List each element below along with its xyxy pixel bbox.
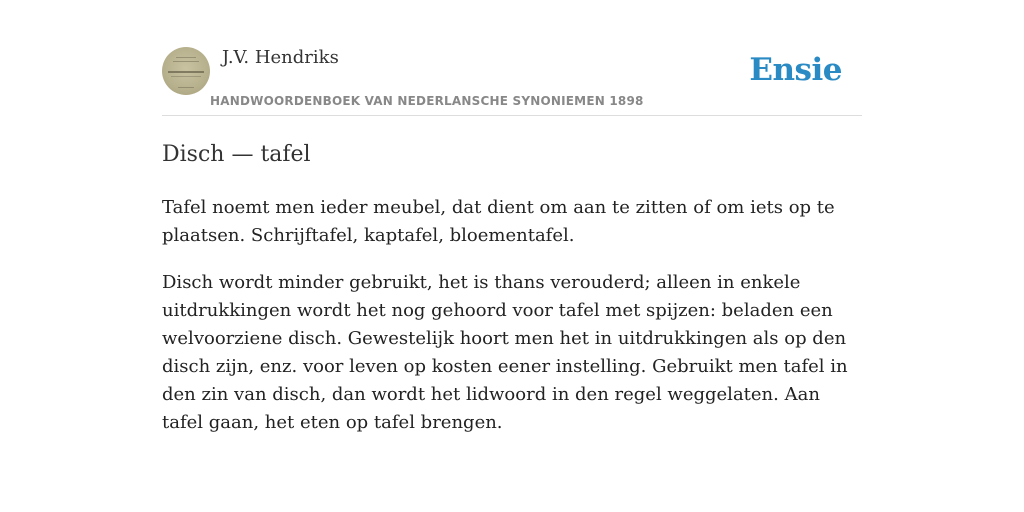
source-title[interactable]: HANDWOORDENBOEK VAN NEDERLANSCHE SYNONIEMEN 1898	[210, 94, 644, 108]
definition-paragraph: Disch wordt minder gebruikt, het is thans verouderd; alleen in enkele uitdrukkingen wordt het nog gehoord voor tafel met spijzen: beladen een welvoorziene disch. Gewestelijk hoort men het in uitdrukkingen als op den disch zijn, enz. voor leven op kosten eener instelling. Gebruikt men tafel in den zin van disch, dan wordt het lidwoord in den regel weggelaten. Aan tafel gaan, het eten op tafel brengen.	[162, 272, 848, 433]
entry-header	[162, 46, 862, 116]
definition-paragraph: Tafel noemt men ieder meubel, dat dient om aan te zitten of om iets op te plaatsen. Schrijftafel, kaptafel, bloementafel.	[162, 197, 835, 246]
entry-card	[162, 46, 862, 437]
book-cover-icon[interactable]	[162, 47, 210, 95]
page-title: Disch — tafel	[162, 142, 311, 167]
author-name[interactable]: J.V. Hendriks	[222, 47, 339, 68]
brand-logo[interactable]: Ensie	[749, 52, 842, 88]
